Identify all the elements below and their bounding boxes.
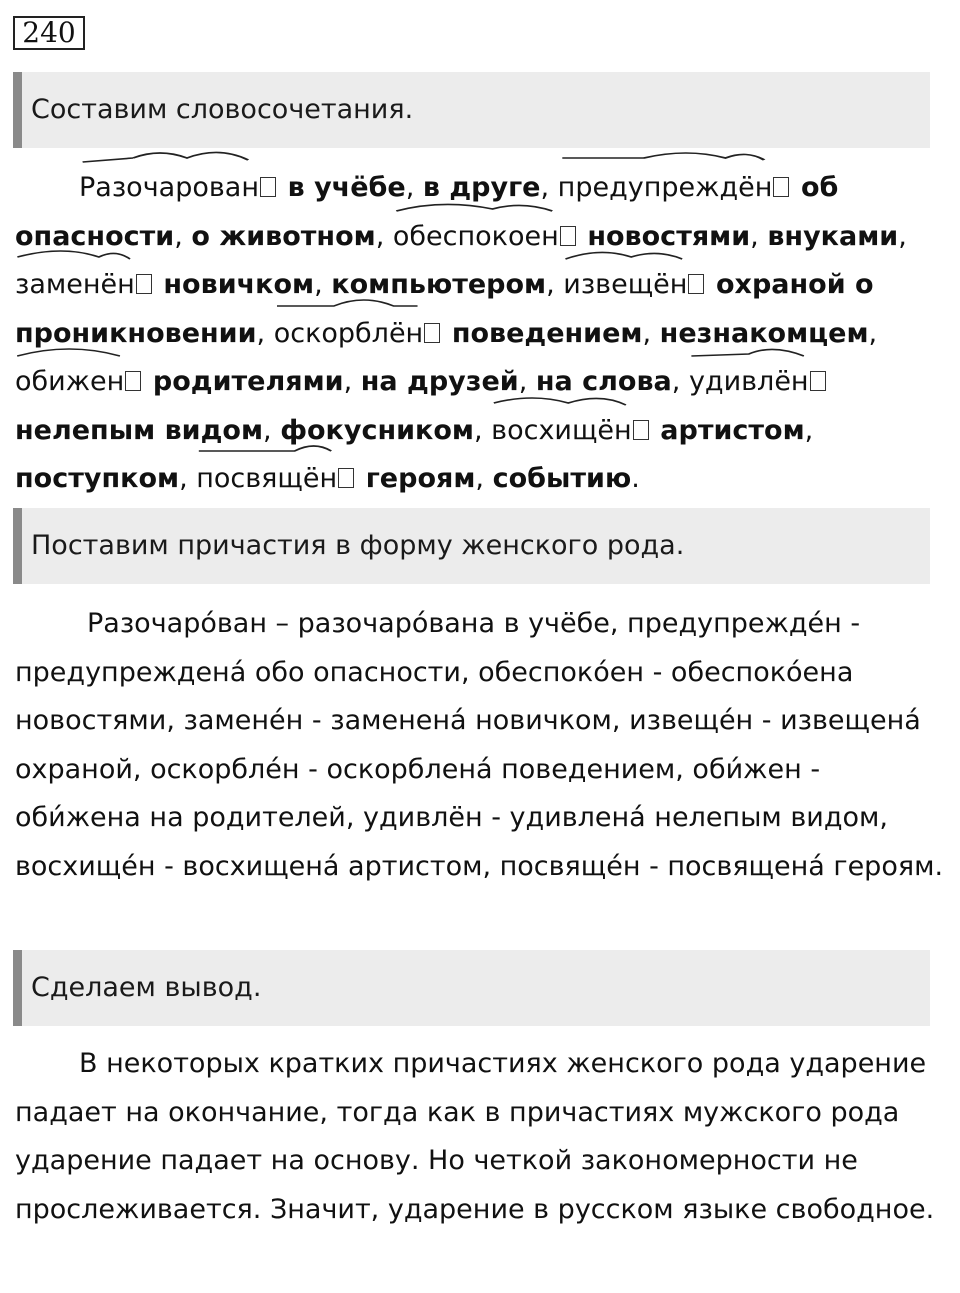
object-word: героям bbox=[365, 463, 476, 494]
participle-word: обеспокоен bbox=[393, 213, 559, 262]
missing-glyph-icon bbox=[560, 226, 576, 246]
morpheme-arcs-icon bbox=[563, 247, 687, 265]
feminine-forms-paragraph bbox=[15, 600, 945, 891]
section-heading-label: Поставим причастия в форму женского рода. bbox=[31, 530, 685, 561]
object-word: на слова bbox=[535, 366, 672, 397]
object-word: охраной о проникновении bbox=[15, 269, 874, 349]
participle-word: посвящён bbox=[196, 455, 337, 504]
missing-glyph-icon bbox=[136, 274, 152, 294]
participle-word: извещён bbox=[563, 261, 687, 310]
morpheme-arcs-icon bbox=[491, 393, 632, 411]
object-word: событию bbox=[492, 463, 632, 494]
participle-word: предупреждён bbox=[558, 164, 773, 213]
object-word: незнакомцем bbox=[659, 317, 869, 349]
morpheme-arcs-icon bbox=[79, 150, 259, 168]
object-word: компьютером bbox=[331, 269, 547, 300]
missing-glyph-icon bbox=[125, 371, 141, 391]
section-heading-label: Сделаем вывод. bbox=[31, 972, 262, 1003]
conclusion-paragraph bbox=[15, 1040, 945, 1234]
object-word: поведением bbox=[451, 317, 643, 349]
missing-glyph-icon bbox=[424, 323, 440, 343]
section-heading-compose bbox=[13, 72, 930, 148]
object-word: нелепым видом bbox=[15, 414, 264, 446]
morpheme-arcs-icon bbox=[689, 344, 809, 362]
object-word: новичком bbox=[163, 269, 315, 300]
participle-word: обижен bbox=[15, 358, 124, 407]
morpheme-arcs-icon bbox=[15, 247, 135, 265]
conclusion-text: В некоторых кратких причастиях женского рода ударение падает на окончание, тогда как в причастиях мужского рода ударение падает на основу. Но четкой закономерности не прослеживается. Значит, ударение в русском языке свободное. bbox=[15, 1048, 935, 1225]
missing-glyph-icon bbox=[810, 371, 826, 391]
missing-glyph-icon bbox=[260, 177, 276, 197]
morpheme-arcs-icon bbox=[196, 441, 337, 459]
object-word: о животном bbox=[191, 220, 376, 252]
morpheme-arcs-icon bbox=[15, 344, 124, 362]
object-word: фокусником bbox=[280, 414, 474, 446]
missing-glyph-icon bbox=[633, 420, 649, 440]
participle-word: удивлён bbox=[689, 358, 809, 407]
morpheme-arcs-icon bbox=[558, 150, 773, 168]
object-word: в друге bbox=[422, 172, 541, 203]
participle-word: заменён bbox=[15, 261, 135, 310]
feminine-forms-text: Разочаро́ван – разочаро́вана в учёбе, предупрежде́н - предупреждена́ обо опасности, обеспоко́ен - обеспоко́ена новостями, замене́н - заменена́ новичком, извеще́н - извещена́ охраной, оскорбле́н - оскорблена́ поведением, оби́жен - оби́жена на родителей, удивлён - удивлена́ нелепым видом, восхище́н - восхищена́ артистом, посвяще́н - посвящена́ героям. bbox=[15, 608, 944, 882]
object-word: в учёбе bbox=[287, 172, 406, 203]
object-word: на друзей bbox=[360, 366, 519, 397]
phrases-paragraph: Разочарован в учёбе, в друге, предупреждён об опасности, о животном, обеспокоен новостями, внуками, заменён новичком, компьютером, извещён охраной о проникновении, оскорблён поведением, незнакомцем, обижен родителями, на друзей, на слова, удивлён нелепым видом, фокусником, восхищён артистом, поступком, посвящён героям, событию. bbox=[15, 164, 945, 504]
missing-glyph-icon bbox=[338, 468, 354, 488]
section-heading-conclusion bbox=[13, 950, 930, 1026]
object-word: родителями bbox=[152, 366, 344, 397]
missing-glyph-icon bbox=[688, 274, 704, 294]
object-word: поступком bbox=[15, 463, 180, 494]
section-heading-feminine bbox=[13, 508, 930, 584]
section-heading-label: Составим словосочетания. bbox=[31, 94, 414, 125]
participle-word: оскорблён bbox=[274, 310, 424, 359]
morpheme-arcs-icon bbox=[393, 199, 559, 217]
object-word: об опасности bbox=[15, 172, 839, 252]
object-word: артистом bbox=[660, 414, 805, 446]
object-word: новостями bbox=[587, 220, 751, 252]
participle-word: Разочарован bbox=[79, 164, 259, 213]
morpheme-arcs-icon bbox=[274, 296, 424, 314]
participle-word: восхищён bbox=[491, 407, 632, 456]
missing-glyph-icon bbox=[773, 177, 789, 197]
object-word: внуками bbox=[767, 220, 899, 252]
exercise-number: 240 bbox=[13, 16, 85, 50]
